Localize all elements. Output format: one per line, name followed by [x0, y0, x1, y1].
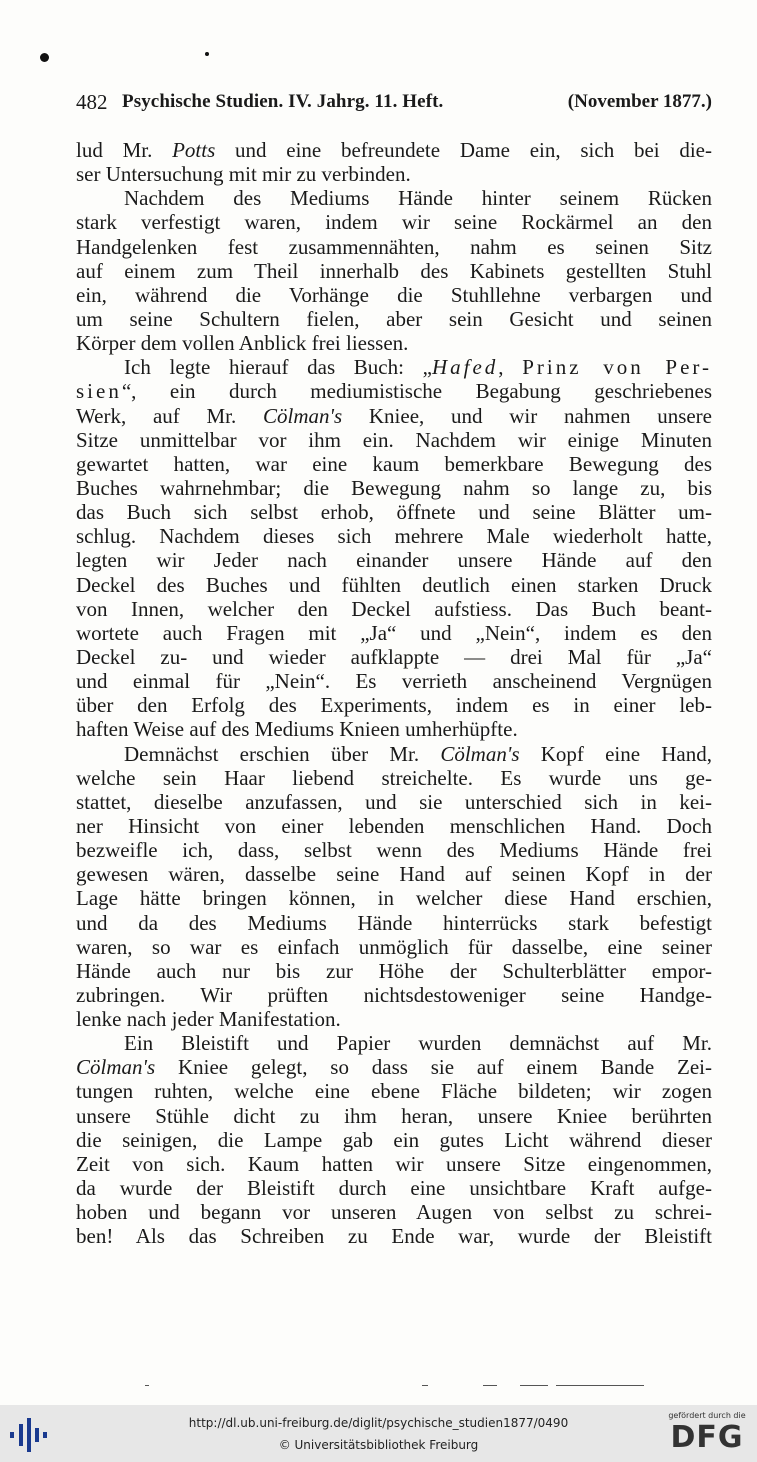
text-segment: Prinz von Per-	[522, 355, 712, 380]
text-segment: Deckel des Buches und fühlten deutlich einen starken Druck	[76, 572, 712, 597]
dfg-logo	[665, 1411, 749, 1455]
ink-speck	[205, 52, 209, 56]
text-line	[76, 452, 712, 476]
text-segment: Ein Bleistift und Papier wurden demnächst auf Mr.	[124, 1031, 712, 1056]
text-line	[76, 1200, 712, 1224]
text-line	[76, 621, 712, 645]
text-segment: unsere Stühle dicht zu ihm heran, unsere Kniee berührten	[76, 1103, 712, 1128]
text-segment: haften Weise auf des Mediums Knieen umherhüpfte.	[76, 717, 518, 742]
text-line	[76, 500, 712, 524]
text-segment: gewesen wären, dasselbe seine Hand auf seinen Kopf in der	[76, 862, 712, 887]
text-line	[76, 283, 712, 307]
text-line	[76, 307, 712, 331]
text-line	[76, 983, 712, 1007]
text-segment: Demnächst erschien über Mr.	[124, 741, 441, 766]
text-segment: schlug. Nachdem dieses sich mehrere Male wiederholt hatte,	[76, 524, 712, 549]
text-line	[76, 186, 712, 210]
source-url-link[interactable]: http://dl.ub.uni-freiburg.de/diglit/psychische_studien1877/0490	[188, 1416, 569, 1430]
text-line	[76, 355, 712, 379]
text-segment: Deckel zu- und wieder aufklappte — drei Mal für „Ja“	[76, 644, 712, 669]
text-line	[76, 693, 712, 717]
text-segment: gewartet hatten, war eine kaum bemerkbare Bewegung des	[76, 451, 712, 476]
text-segment: bezweifle ich, dass, selbst wenn des Mediums Hände frei	[76, 838, 712, 863]
text-segment: lenke nach jeder Manifestation.	[76, 1007, 341, 1032]
text-line	[76, 404, 712, 428]
text-line	[76, 814, 712, 838]
text-segment: Kniee, und wir nahmen unsere	[342, 403, 712, 428]
text-line	[76, 524, 712, 548]
text-segment: ben! Als das Schreiben zu Ende war, wurde der Bleistift	[76, 1224, 712, 1249]
text-segment: tungen ruhten, welche eine ebene Fläche bildeten; wir zogen	[76, 1079, 712, 1104]
text-segment: wortete auch Fragen mit „Ja“ und „Nein“, indem es den	[76, 620, 712, 645]
text-segment: legten wir Jeder nach einander unsere Hände auf den	[76, 548, 712, 573]
text-line	[76, 138, 712, 162]
text-line	[76, 838, 712, 862]
text-segment: stark verfestigt waren, indem wir seine Rockärmel an den	[76, 210, 712, 235]
emphasized-text: Cölman's	[262, 403, 343, 428]
text-segment: von Innen, welcher den Deckel aufstiess. Das Buch beant-	[76, 596, 712, 621]
text-segment: hoben und begann vor unseren Augen von selbst zu schrei-	[76, 1200, 712, 1225]
text-line	[76, 1079, 712, 1103]
text-line	[76, 935, 712, 959]
text-line	[76, 476, 712, 500]
text-segment: die seinigen, die Lampe gab ein gutes Licht während dieser	[76, 1127, 712, 1152]
text-line	[76, 1224, 712, 1248]
ink-speck	[40, 53, 49, 62]
text-segment: ein, während die Vorhänge die Stuhllehne verbargen und	[76, 282, 712, 307]
text-segment: Handgelenken fest zusammennähten, nahm es seinen Sitz	[76, 234, 712, 259]
text-line	[76, 911, 712, 935]
text-line	[76, 862, 712, 886]
text-line	[76, 766, 712, 790]
viewer-footer	[0, 1405, 757, 1462]
text-segment: auf einem zum Theil innerhalb des Kabinets gestellten Stuhl	[76, 258, 712, 283]
text-line	[76, 331, 712, 355]
text-line	[76, 379, 712, 403]
text-segment: waren, so war es einfach unmöglich für dasselbe, eine seiner	[76, 934, 712, 959]
journal-title: Psychische Studien. IV. Jahrg. 11. Heft.	[122, 91, 444, 112]
text-line	[76, 428, 712, 452]
text-line	[76, 790, 712, 814]
text-line	[76, 1031, 712, 1055]
text-segment: ser Untersuchung mit mir zu verbinden.	[76, 162, 411, 187]
text-line	[76, 210, 712, 234]
text-segment: zubringen. Wir prüften nichtsdestoweniger seine Handge-	[76, 982, 712, 1007]
text-segment: da wurde der Bleistift durch eine unsichtbare Kraft aufge-	[76, 1176, 712, 1201]
text-line	[76, 259, 712, 283]
text-line	[76, 742, 712, 766]
text-line	[76, 886, 712, 910]
text-segment: um seine Schultern fielen, aber sein Gesicht und seinen	[76, 306, 712, 331]
text-segment: sien	[76, 379, 122, 404]
text-segment: Lage hätte bringen können, in welcher diese Hand erschien,	[76, 886, 712, 911]
text-line	[76, 717, 712, 741]
text-segment: Körper dem vollen Anblick frei liessen.	[76, 331, 409, 356]
dfg-caption: gefördert durch die	[668, 1411, 746, 1420]
text-line	[76, 669, 712, 693]
text-line	[76, 235, 712, 259]
text-line	[76, 1104, 712, 1128]
text-segment: welche sein Haar liebend streichelte. Es wurde uns ge-	[76, 765, 712, 790]
text-line	[76, 959, 712, 983]
text-segment: Kopf eine Hand,	[519, 741, 712, 766]
text-segment: lud Mr.	[76, 138, 173, 162]
text-line	[76, 1055, 712, 1079]
text-segment: über den Erfolg des Experiments, indem es in einer leb-	[76, 693, 712, 718]
emphasized-text: Potts	[172, 138, 216, 162]
emphasized-text: Hafed	[431, 355, 499, 380]
text-line	[76, 573, 712, 597]
text-segment: und da des Mediums Hände hinterrücks stark befestigt	[76, 910, 712, 935]
text-segment: Kniee gelegt, so dass sie auf einem Bande Zei-	[155, 1055, 712, 1080]
bottom-scan-marks	[0, 1385, 757, 1389]
text-segment: das Buch sich selbst erhob, öffnete und seine Blätter um-	[76, 500, 712, 525]
text-segment: und einmal für „Nein“. Es verrieth anscheinend Vergnügen	[76, 669, 712, 694]
emphasized-text: Cölman's	[440, 741, 520, 766]
text-line	[76, 1007, 712, 1031]
text-segment: Ich legte hierauf das Buch: „	[124, 355, 432, 380]
text-line	[76, 548, 712, 572]
text-segment: ner Hinsicht von einer lebenden menschlichen Hand. Doch	[76, 813, 712, 838]
text-segment: Sitze unmittelbar vor ihm ein. Nachdem wir einige Minuten	[76, 427, 712, 452]
copyright-notice: © Universitätsbibliothek Freiburg	[278, 1438, 479, 1452]
running-header	[76, 90, 712, 118]
text-line	[76, 1176, 712, 1200]
text-line	[76, 162, 712, 186]
text-segment: und eine befreundete Dame ein, sich bei die-	[215, 138, 712, 162]
text-segment: Hände auch nur bis zur Höhe der Schulterblätter empor-	[76, 958, 712, 983]
emphasized-text: Cölman's	[76, 1055, 156, 1080]
text-segment: Werk, auf Mr.	[76, 403, 263, 428]
text-segment: ,	[498, 355, 523, 380]
text-line	[76, 1152, 712, 1176]
text-segment: Nachdem des Mediums Hände hinter seinem Rücken	[124, 186, 712, 211]
text-line	[76, 1128, 712, 1152]
issue-date: (November 1877.)	[567, 91, 712, 112]
text-line	[76, 597, 712, 621]
text-segment: stattet, dieselbe anzufassen, und sie unterschied sich in kei-	[76, 789, 712, 814]
body-text	[76, 138, 712, 1248]
text-segment: “, ein durch mediumistische Begabung geschriebenes	[121, 379, 712, 404]
dfg-logo-icon: DFG	[670, 1420, 744, 1455]
page-number: 482	[76, 90, 108, 114]
text-segment: Zeit von sich. Kaum hatten wir unsere Sitze eingenommen,	[76, 1151, 712, 1176]
text-segment: Buches wahrnehmbar; die Bewegung nahm so lange zu, bis	[76, 475, 712, 500]
text-line	[76, 645, 712, 669]
